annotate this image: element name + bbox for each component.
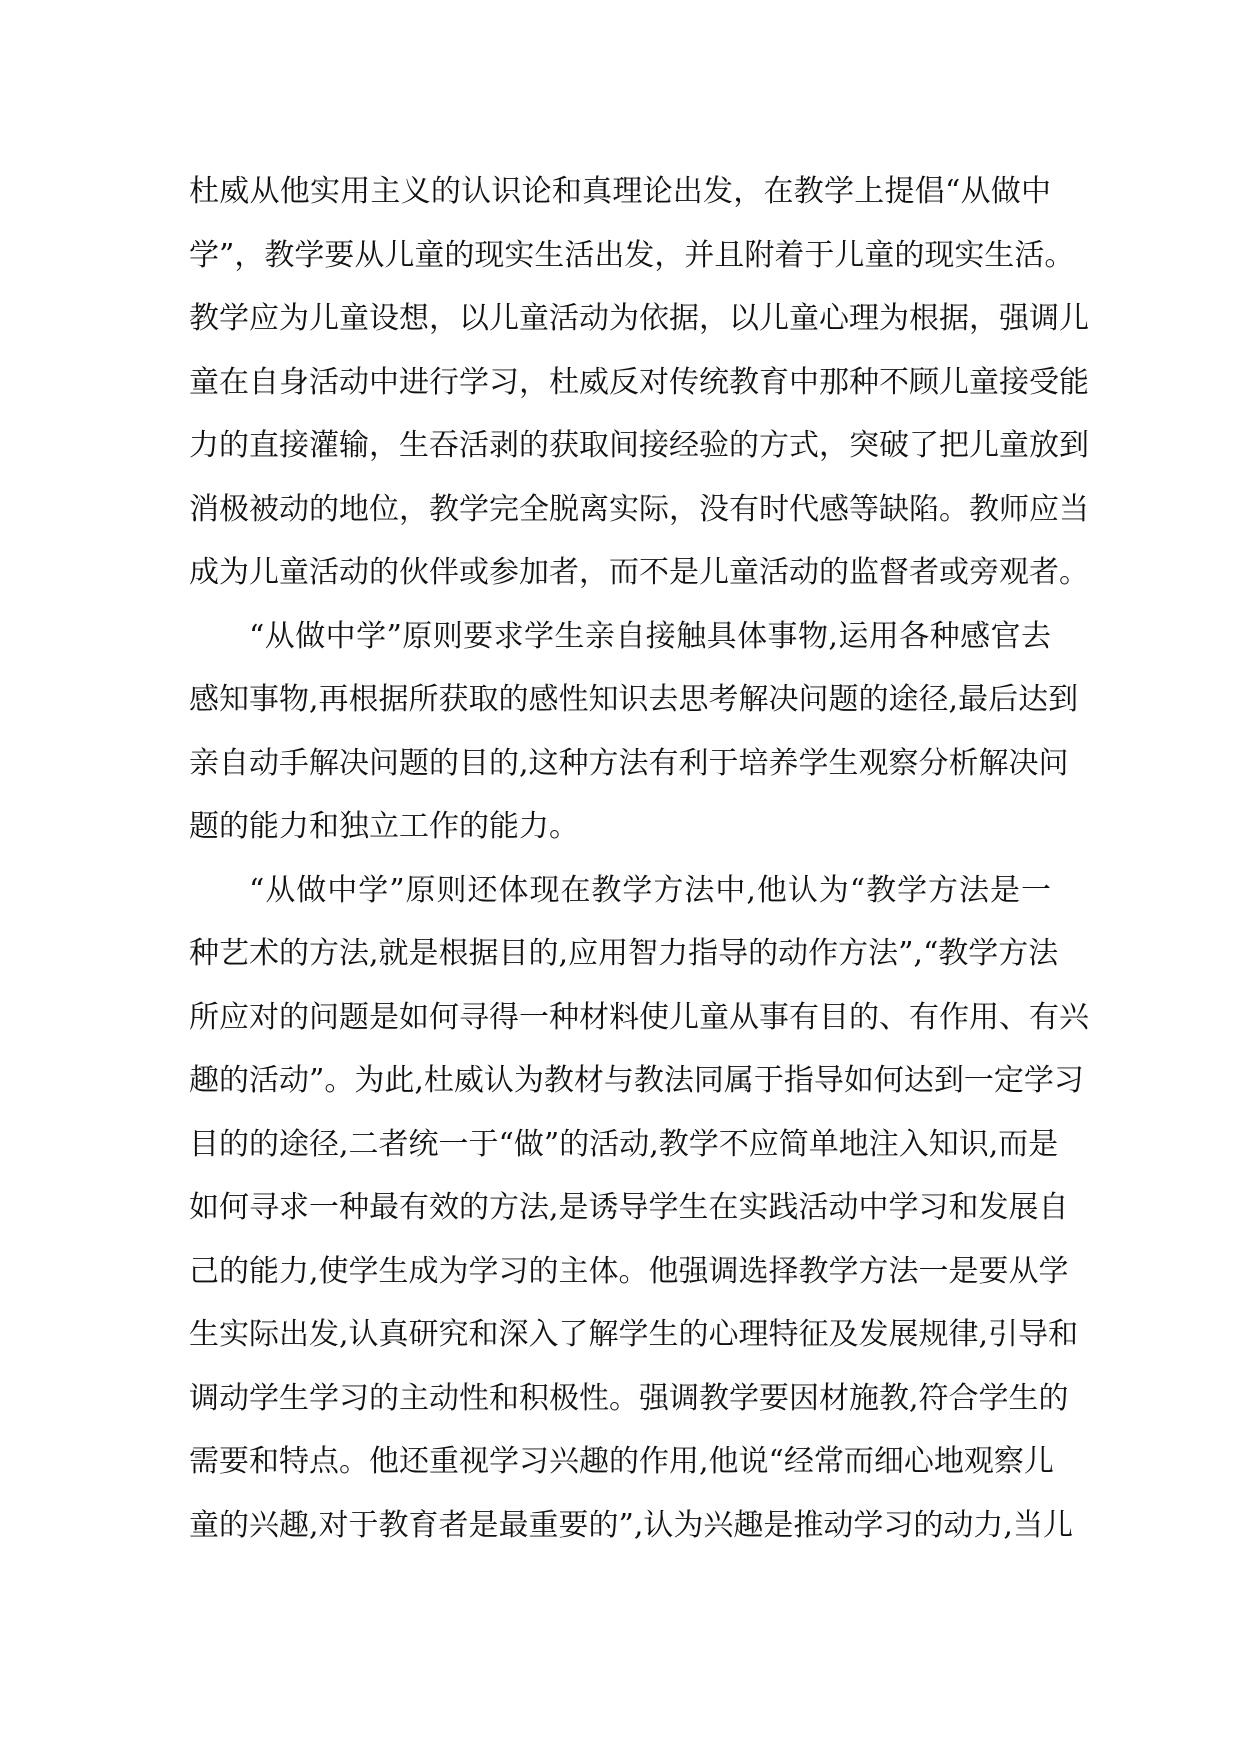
- text-line: 需要和特点。他还重视学习兴趣的作用,他说“经常而细心地观察儿: [189, 1444, 1054, 1479]
- text-line: 生实际出发,认真研究和深入了解学生的心理特征及发展规律,引导和: [189, 1317, 1079, 1352]
- text-line: 目的的途径,二者统一于“做”的活动,教学不应简单地注入知识,而是: [189, 1126, 1059, 1162]
- text-line: 教学应为儿童设想，以儿童活动为依据，以儿童心理为根据，强调儿: [189, 301, 1089, 336]
- text-line: 如何寻求一种最有效的方法,是诱导学生在实践活动中学习和发展自: [189, 1190, 1069, 1225]
- text-line: “从做中学”原则要求学生亲自接触具体事物,运用各种感官去: [249, 618, 1051, 654]
- text-line: 种艺术的方法,就是根据目的,应用智力指导的动作方法”,“教学方法: [189, 936, 1059, 971]
- text-line: 力的直接灌输，生吞活剥的获取间接经验的方式，突破了把儿童放到: [189, 428, 1089, 463]
- text-line: 己的能力,使学生成为学习的主体。他强调选择教学方法一是要从学: [189, 1253, 1069, 1289]
- text-line: 趣的活动”。为此,杜威认为教材与教法同属于指导如何达到一定学习: [189, 1063, 1084, 1098]
- text-line: 学”，教学要从儿童的现实生活出发，并且附着于儿童的现实生活。: [189, 237, 1075, 273]
- text-line: 童的兴趣,对于教育者是最重要的”,认为兴趣是推动学习的动力,当儿: [189, 1507, 1073, 1543]
- text-line: 亲自动手解决问题的目的,这种方法有利于培养学生观察分析解决问: [189, 745, 1069, 781]
- text-line: 消极被动的地位，教学完全脱离实际，没有时代感等缺陷。教师应当: [189, 491, 1089, 527]
- text-line: 调动学生学习的主动性和积极性。强调教学要因材施教,符合学生的: [189, 1380, 1069, 1416]
- text-line: 感知事物,再根据所获取的感性知识去思考解决问题的途径,最后达到: [189, 682, 1079, 717]
- text-line: 杜威从他实用主义的认识论和真理论出发，在教学上提倡“从做中: [189, 174, 1051, 209]
- text-line: 童在自身活动中进行学习，杜威反对传统教育中那种不顾儿童接受能: [189, 364, 1089, 400]
- body-text: [189, 160, 1089, 1557]
- text-line: 所应对的问题是如何寻得一种材料使儿童从事有目的、有作用、有兴: [189, 999, 1089, 1035]
- text-line: 成为儿童活动的伙伴或参加者，而不是儿童活动的监督者或旁观者。: [189, 555, 1089, 590]
- text-line: 题的能力和独立工作的能力。: [189, 809, 579, 844]
- text-line: “从做中学”原则还体现在教学方法中,他认为“教学方法是一: [249, 872, 1051, 908]
